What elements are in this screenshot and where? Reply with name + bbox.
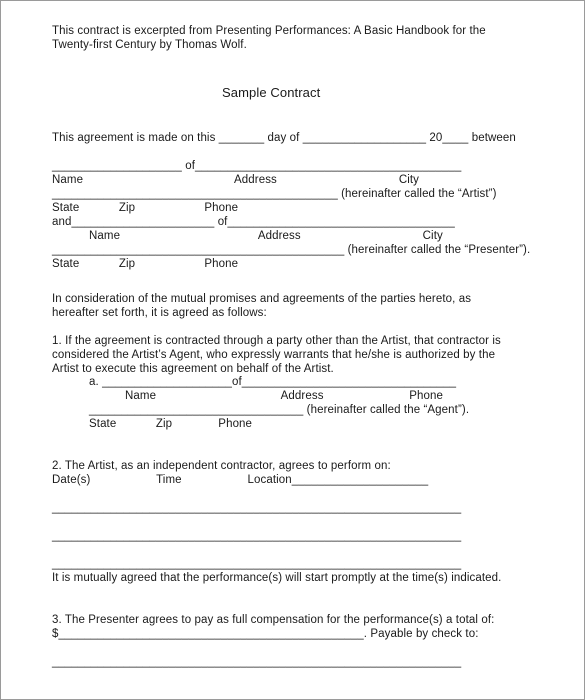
agreement-date-line: This agreement is made on this _______ day of ___________________ 20____ between <box>52 132 516 144</box>
clause1-line-3: Artist to execute this agreement on behalf of the Artist. <box>52 363 334 375</box>
performance-blank-line-2: _______________________________________________________________ <box>52 530 462 542</box>
performance-blank-line-3: _______________________________________________________________ <box>52 558 462 570</box>
artist-labels-1: Name Address City <box>52 174 420 186</box>
performance-blank-line-1: _______________________________________________________________ <box>52 502 462 514</box>
intro-line-1: This contract is excerpted from Presenting Performances: A Basic Handbook for the <box>52 25 486 37</box>
presenter-state-line: _____________________________________________ (hereinafter called the “Presenter”). <box>52 244 531 256</box>
artist-labels-2: State Zip Phone <box>52 202 239 214</box>
clause3-line-1: 3. The Presenter agrees to pay as full compensation for the performance(s) a total of: <box>52 614 495 626</box>
agent-name-address-line: a. ____________________of_________________________________ <box>89 376 457 388</box>
artist-name-address-line: ____________________ of_________________________________________ <box>52 160 462 172</box>
consideration-line-2: hereafter set forth, it is agreed as follows: <box>52 307 267 319</box>
compensation-amount-line: $_______________________________________________. Payable by check to: <box>52 628 479 640</box>
agent-labels-1: Name Address Phone <box>125 390 443 402</box>
clause1-line-2: considered the Artist’s Agent, who expressly warrants that he/she is authorized by the <box>52 349 496 361</box>
agent-state-line: _________________________________ (hereinafter called the “Agent”). <box>89 404 470 416</box>
payee-blank-line: _______________________________________________________________ <box>52 656 462 668</box>
presenter-labels-1: Name Address City <box>89 230 443 242</box>
artist-state-line: ____________________________________________ (hereinafter called the “Artist”) <box>52 188 497 200</box>
intro-line-2: Twenty-first Century by Thomas Wolf. <box>52 39 247 51</box>
start-time-statement: It is mutually agreed that the performance(s) will start promptly at the time(s) indicated. <box>52 572 502 584</box>
agent-labels-2: State Zip Phone <box>89 418 253 430</box>
clause2-line-1: 2. The Artist, as an independent contractor, agrees to perform on: <box>52 460 391 472</box>
performance-header-line: Date(s) Time Location_____________________ <box>52 474 429 486</box>
clause1-line-1: 1. If the agreement is contracted through a party other than the Artist, that contractor is <box>52 335 501 347</box>
presenter-name-address-line: and______________________ of___________________________________ <box>52 216 455 228</box>
consideration-line-1: In consideration of the mutual promises and agreements of the parties hereto, as <box>52 293 472 305</box>
document-title: Sample Contract <box>222 85 321 100</box>
presenter-labels-2: State Zip Phone <box>52 258 239 270</box>
